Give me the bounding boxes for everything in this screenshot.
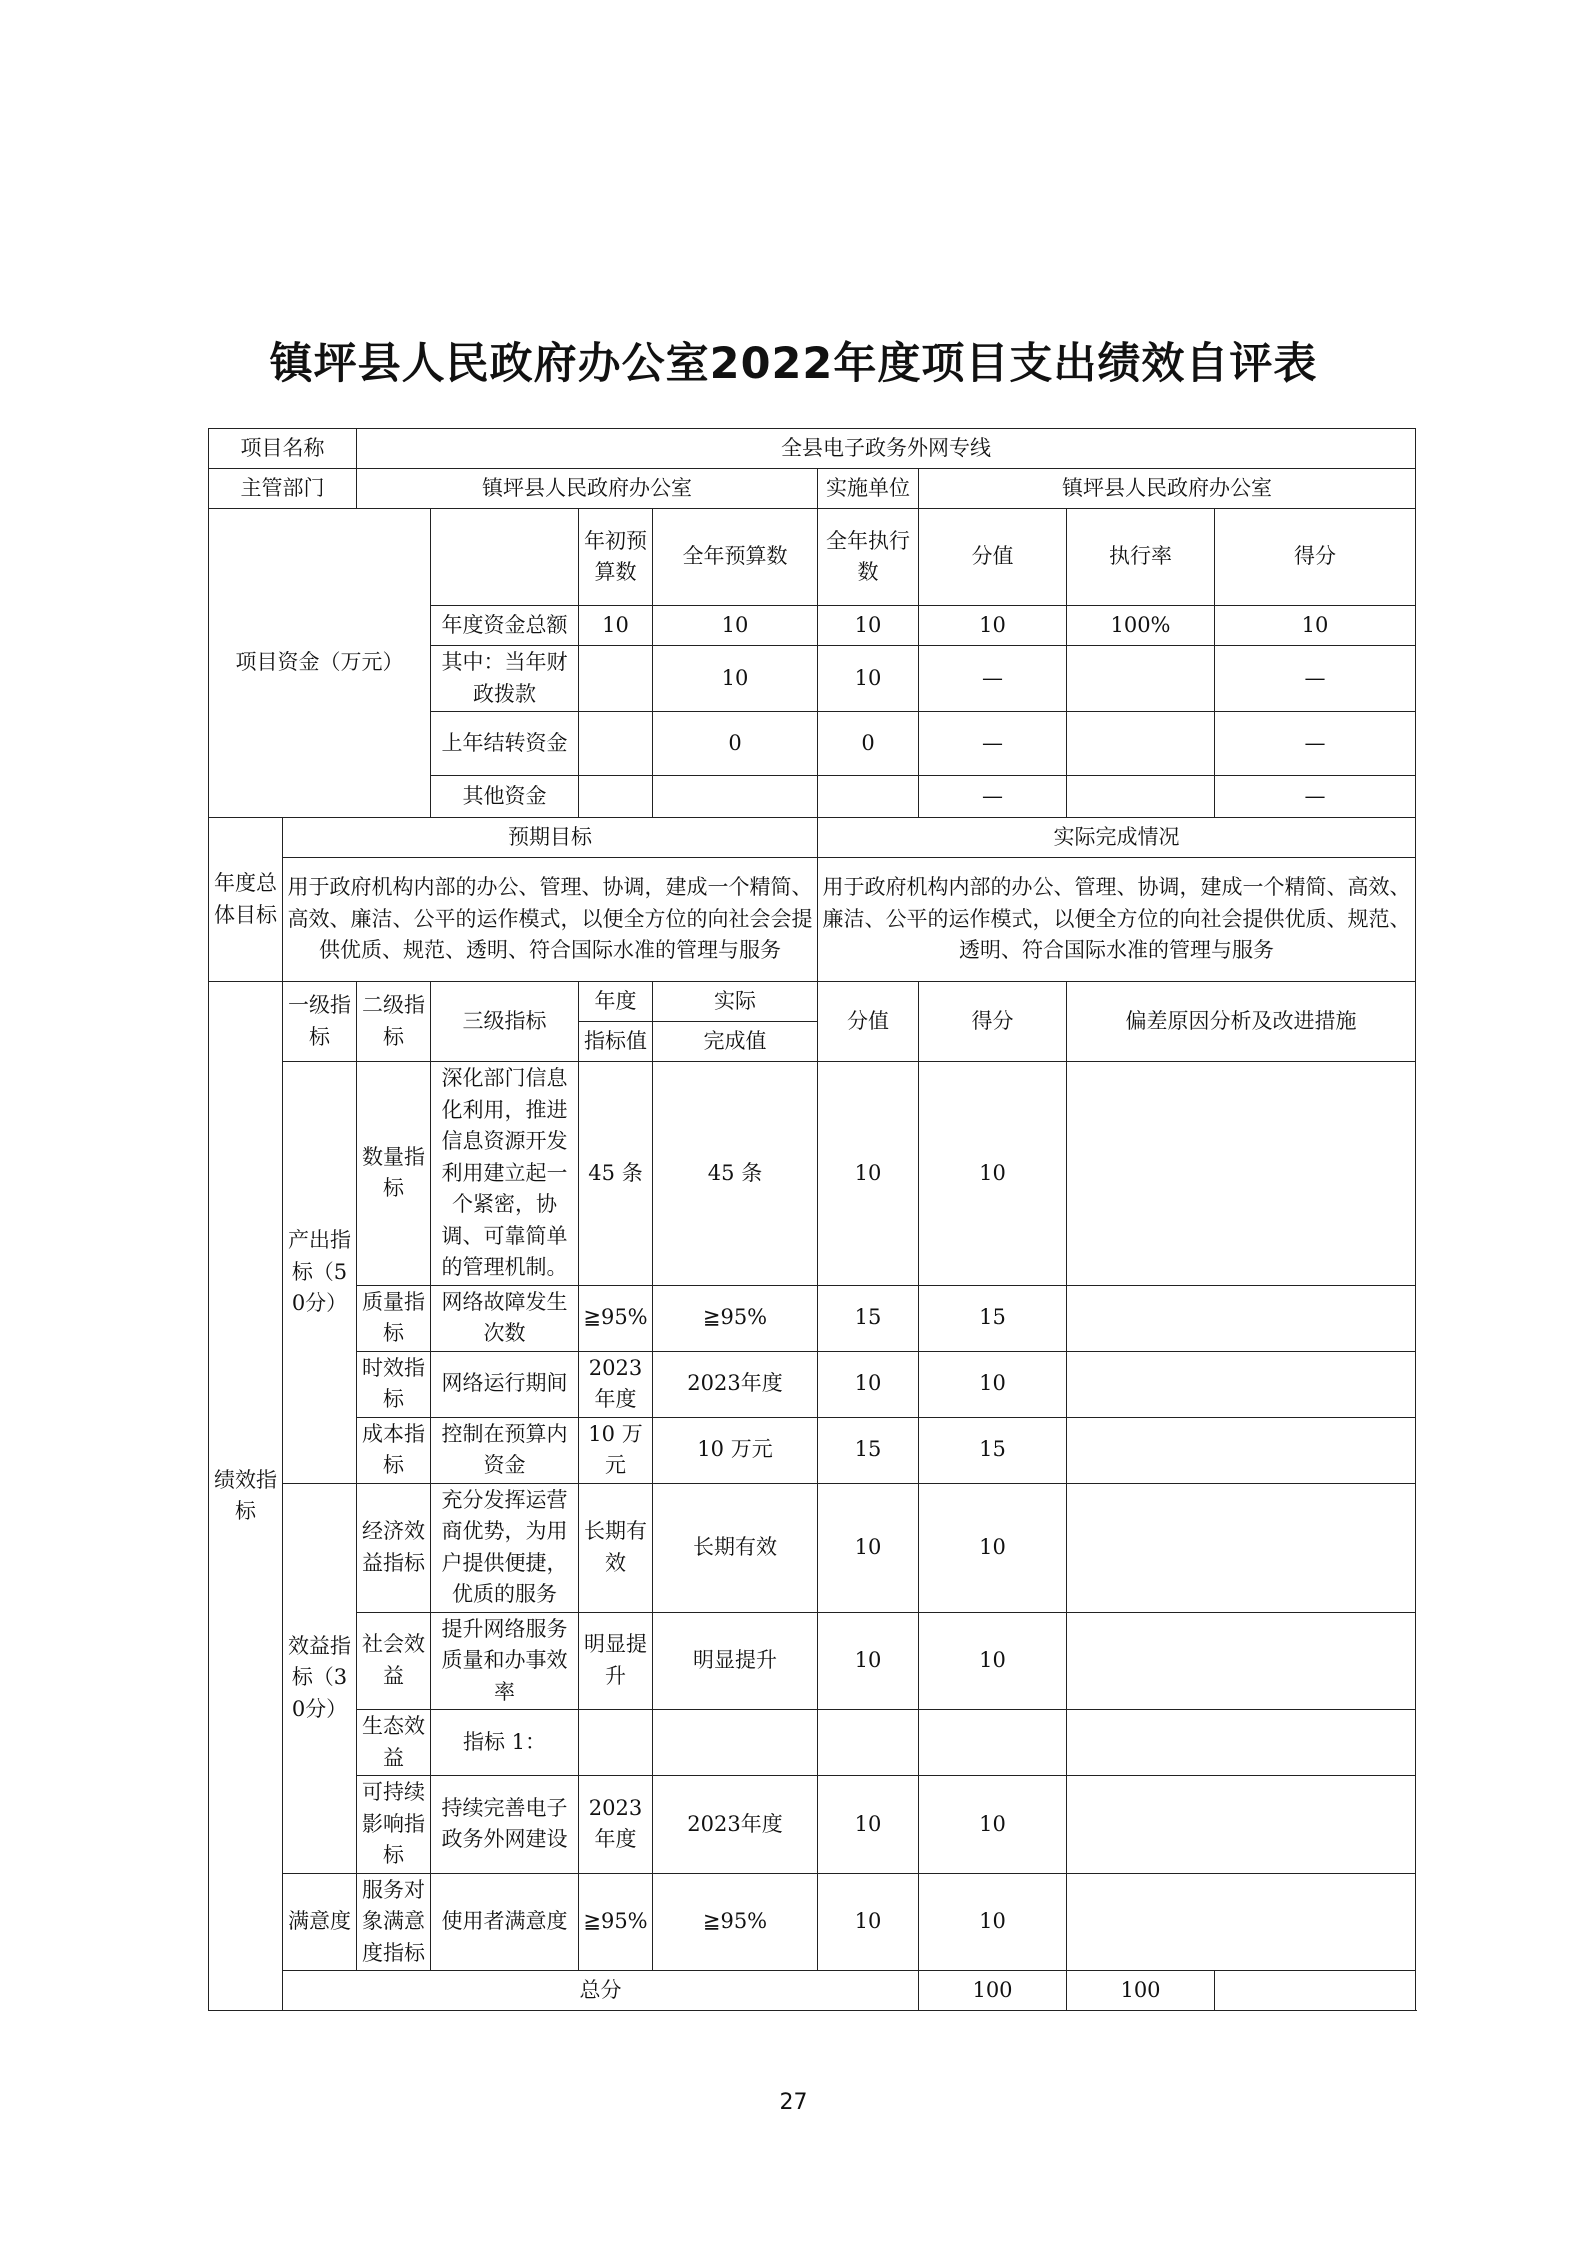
fiscal-score: — bbox=[1215, 646, 1416, 712]
row-actual: 明显提升 bbox=[653, 1612, 818, 1710]
score-value-header: 分值 bbox=[919, 509, 1067, 606]
done-header-top: 实际 bbox=[653, 982, 818, 1022]
row-value: 10 bbox=[818, 1351, 919, 1417]
row-l3: 控制在预算内资金 bbox=[431, 1417, 579, 1483]
total-score-value: 100 bbox=[1067, 1971, 1215, 2011]
total-score-label: 总分 bbox=[283, 1971, 919, 2011]
row-actual: 2023年度 bbox=[653, 1776, 818, 1874]
benefit-group-label: 效益指标（30分） bbox=[283, 1483, 357, 1873]
row-target: 2023 年度 bbox=[579, 1351, 653, 1417]
output-group-label: 产出指标（50分） bbox=[283, 1062, 357, 1484]
total-rate: 100% bbox=[1067, 606, 1215, 646]
other-exec bbox=[818, 776, 919, 818]
row-score: 15 bbox=[919, 1285, 1067, 1351]
row-l3: 网络故障发生次数 bbox=[431, 1285, 579, 1351]
row-value: 10 bbox=[818, 1483, 919, 1612]
row-l3: 网络运行期间 bbox=[431, 1351, 579, 1417]
level2-header: 二级指标 bbox=[357, 982, 431, 1062]
row-l2: 社会效益 bbox=[357, 1612, 431, 1710]
row-value: 15 bbox=[818, 1285, 919, 1351]
other-annual bbox=[653, 776, 818, 818]
carryover-score: — bbox=[1215, 712, 1416, 776]
row-actual: 45 条 bbox=[653, 1062, 818, 1286]
row-value: 10 bbox=[818, 1776, 919, 1874]
row-score: 15 bbox=[919, 1417, 1067, 1483]
row-target: ≧95% bbox=[579, 1285, 653, 1351]
carryover-annual: 0 bbox=[653, 712, 818, 776]
impl-unit-value: 镇坪县人民政府办公室 bbox=[919, 469, 1416, 509]
row-target bbox=[579, 1710, 653, 1776]
page-number: 27 bbox=[779, 2090, 808, 2115]
row-deviation bbox=[1067, 1776, 1416, 1874]
expected-goal-header: 预期目标 bbox=[283, 818, 818, 858]
row-actual: 2023年度 bbox=[653, 1351, 818, 1417]
row-deviation bbox=[1067, 1285, 1416, 1351]
other-initial bbox=[579, 776, 653, 818]
level1-header: 一级指标 bbox=[283, 982, 357, 1062]
annual-goal-label: 年度总体目标 bbox=[209, 818, 283, 982]
carryover-label: 上年结转资金 bbox=[431, 712, 579, 776]
annual-budget-header: 全年预算数 bbox=[653, 509, 818, 606]
exec-rate-header: 执行率 bbox=[1067, 509, 1215, 606]
done-header-bottom: 完成值 bbox=[653, 1022, 818, 1062]
row-value: 10 bbox=[818, 1873, 919, 1971]
fiscal-initial bbox=[579, 646, 653, 712]
fiscal-annual: 10 bbox=[653, 646, 818, 712]
row-l3: 提升网络服务质量和办事效率 bbox=[431, 1612, 579, 1710]
row-l3: 充分发挥运营商优势，为用户提供便捷，优质的服务 bbox=[431, 1483, 579, 1612]
row-score: 10 bbox=[919, 1612, 1067, 1710]
row-l3: 使用者满意度 bbox=[431, 1873, 579, 1971]
satisfaction-group-label: 满意度 bbox=[283, 1873, 357, 1971]
actual-goal-text: 用于政府机构内部的办公、管理、协调，建成一个精简、高效、廉洁、公平的运作模式，以便全方位的向社会提供优质、规范、透明、符合国际水准的管理与服务 bbox=[818, 858, 1416, 982]
total-initial: 10 bbox=[579, 606, 653, 646]
target-header-top: 年度 bbox=[579, 982, 653, 1022]
score-col-header: 得分 bbox=[919, 982, 1067, 1062]
row-score: 10 bbox=[919, 1483, 1067, 1612]
row-score bbox=[919, 1710, 1067, 1776]
row-deviation bbox=[1067, 1062, 1416, 1286]
actual-goal-header: 实际完成情况 bbox=[818, 818, 1416, 858]
row-value: 10 bbox=[818, 1612, 919, 1710]
row-value: 15 bbox=[818, 1417, 919, 1483]
row-actual: 长期有效 bbox=[653, 1483, 818, 1612]
row-score: 10 bbox=[919, 1776, 1067, 1874]
level3-header: 三级指标 bbox=[431, 982, 579, 1062]
annual-exec-header: 全年执行数 bbox=[818, 509, 919, 606]
value-header: 分值 bbox=[818, 982, 919, 1062]
row-value bbox=[818, 1710, 919, 1776]
row-target: 45 条 bbox=[579, 1062, 653, 1286]
row-deviation bbox=[1067, 1710, 1416, 1776]
row-score: 10 bbox=[919, 1873, 1067, 1971]
total-score-value: 10 bbox=[919, 606, 1067, 646]
fiscal-exec: 10 bbox=[818, 646, 919, 712]
row-deviation bbox=[1067, 1873, 1416, 1971]
row-l2: 经济效益指标 bbox=[357, 1483, 431, 1612]
total-value: 100 bbox=[919, 1971, 1067, 2011]
other-rate bbox=[1067, 776, 1215, 818]
impl-unit-label: 实施单位 bbox=[818, 469, 919, 509]
row-actual: ≧95% bbox=[653, 1873, 818, 1971]
row-deviation bbox=[1067, 1612, 1416, 1710]
target-header-bottom: 指标值 bbox=[579, 1022, 653, 1062]
row-deviation bbox=[1067, 1417, 1416, 1483]
row-l2: 时效指标 bbox=[357, 1351, 431, 1417]
carryover-rate bbox=[1067, 712, 1215, 776]
total-deviation bbox=[1215, 1971, 1416, 2011]
row-l2: 可持续影响指标 bbox=[357, 1776, 431, 1874]
row-value: 10 bbox=[818, 1062, 919, 1286]
row-target: ≧95% bbox=[579, 1873, 653, 1971]
total-funds-label: 年度资金总额 bbox=[431, 606, 579, 646]
funds-label: 项目资金（万元） bbox=[209, 509, 431, 818]
total-annual: 10 bbox=[653, 606, 818, 646]
performance-table bbox=[208, 428, 1416, 2011]
department-value: 镇坪县人民政府办公室 bbox=[357, 469, 818, 509]
row-deviation bbox=[1067, 1483, 1416, 1612]
row-deviation bbox=[1067, 1351, 1416, 1417]
other-score: — bbox=[1215, 776, 1416, 818]
fiscal-rate bbox=[1067, 646, 1215, 712]
row-target: 长期有效 bbox=[579, 1483, 653, 1612]
row-l2: 数量指标 bbox=[357, 1062, 431, 1286]
row-actual bbox=[653, 1710, 818, 1776]
carryover-exec: 0 bbox=[818, 712, 919, 776]
project-name-value: 全县电子政务外网专线 bbox=[357, 429, 1416, 469]
row-score: 10 bbox=[919, 1062, 1067, 1286]
fiscal-score-value: — bbox=[919, 646, 1067, 712]
row-l2: 质量指标 bbox=[357, 1285, 431, 1351]
row-score: 10 bbox=[919, 1351, 1067, 1417]
row-l3: 指标 1： bbox=[431, 1710, 579, 1776]
project-name-label: 项目名称 bbox=[209, 429, 357, 469]
deviation-header: 偏差原因分析及改进措施 bbox=[1067, 982, 1416, 1062]
other-label: 其他资金 bbox=[431, 776, 579, 818]
other-score-value: — bbox=[919, 776, 1067, 818]
row-actual: 10 万元 bbox=[653, 1417, 818, 1483]
row-l2: 生态效益 bbox=[357, 1710, 431, 1776]
score-header: 得分 bbox=[1215, 509, 1416, 606]
carryover-score-value: — bbox=[919, 712, 1067, 776]
row-target: 明显提升 bbox=[579, 1612, 653, 1710]
perf-label: 绩效指标 bbox=[209, 982, 283, 2011]
total-score: 10 bbox=[1215, 606, 1416, 646]
total-exec: 10 bbox=[818, 606, 919, 646]
row-l3: 持续完善电子政务外网建设 bbox=[431, 1776, 579, 1874]
row-l3: 深化部门信息化利用，推进信息资源开发利用建立起一个紧密，协调、可靠简单的管理机制。 bbox=[431, 1062, 579, 1286]
page-title: 镇坪县人民政府办公室2022年度项目支出绩效自评表 bbox=[269, 339, 1318, 389]
row-actual: ≧95% bbox=[653, 1285, 818, 1351]
department-label: 主管部门 bbox=[209, 469, 357, 509]
initial-budget-header: 年初预算数 bbox=[579, 509, 653, 606]
funds-header-blank bbox=[431, 509, 579, 606]
row-l2: 服务对象满意度指标 bbox=[357, 1873, 431, 1971]
carryover-initial bbox=[579, 712, 653, 776]
row-l2: 成本指标 bbox=[357, 1417, 431, 1483]
fiscal-label: 其中：当年财政拨款 bbox=[431, 646, 579, 712]
row-target: 2023 年度 bbox=[579, 1776, 653, 1874]
row-target: 10 万元 bbox=[579, 1417, 653, 1483]
expected-goal-text: 用于政府机构内部的办公、管理、协调，建成一个精简、高效、廉洁、公平的运作模式，以便全方位的向社会会提供优质、规范、透明、符合国际水准的管理与服务 bbox=[283, 858, 818, 982]
